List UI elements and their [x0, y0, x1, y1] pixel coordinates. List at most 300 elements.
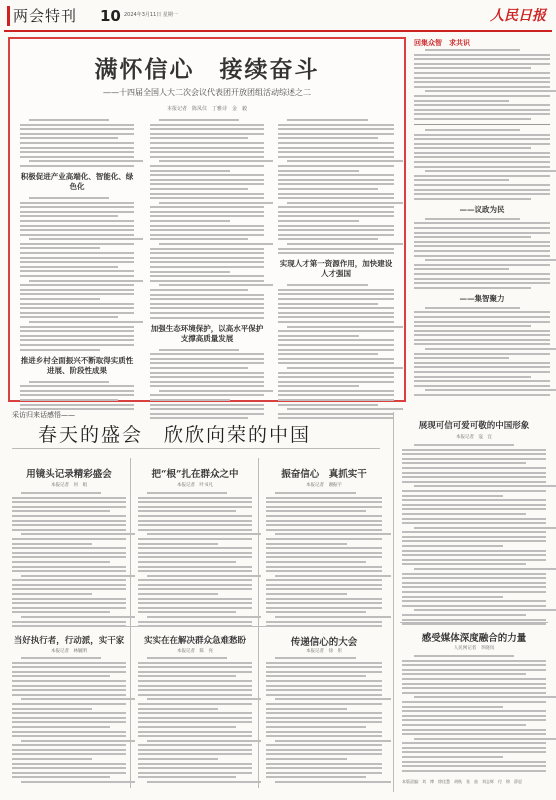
text-line — [147, 533, 261, 535]
text-line — [402, 669, 546, 671]
text-line — [402, 623, 546, 625]
text-line — [414, 339, 550, 341]
text-line — [138, 625, 252, 627]
text-line — [138, 538, 252, 540]
text-line — [278, 404, 378, 406]
text-line — [414, 189, 550, 191]
text-line — [29, 321, 143, 323]
article-body — [266, 657, 382, 786]
text-line — [138, 662, 252, 664]
text-line — [402, 742, 546, 744]
text-line — [20, 307, 134, 309]
text-line — [402, 513, 526, 515]
text-line — [402, 536, 546, 538]
text-line — [150, 358, 264, 360]
text-line — [12, 712, 126, 714]
text-line — [402, 600, 546, 602]
text-line — [275, 575, 391, 577]
text-line — [147, 657, 227, 659]
text-line — [150, 303, 264, 305]
text-line — [150, 248, 264, 250]
text-line — [414, 67, 531, 69]
text-line — [414, 738, 556, 740]
text-line — [278, 335, 359, 337]
text-line — [159, 119, 239, 121]
text-line — [278, 330, 394, 332]
text-line — [266, 776, 366, 778]
text-line — [402, 733, 546, 735]
text-line — [12, 721, 126, 723]
text-line — [266, 621, 382, 623]
text-line — [402, 596, 503, 598]
text-line — [12, 529, 126, 531]
text-line — [402, 559, 546, 561]
text-line — [159, 160, 273, 162]
text-line — [266, 584, 382, 586]
article-title[interactable]: 展现可信可爱可敬的中国形象 — [418, 421, 530, 431]
text-line — [278, 321, 394, 323]
text-line — [278, 147, 394, 149]
article-title[interactable]: 传递信心的大会 — [290, 637, 358, 648]
text-line — [266, 666, 382, 668]
text-line — [147, 575, 261, 577]
text-line — [266, 689, 382, 691]
text-line — [402, 729, 546, 731]
text-line — [414, 54, 550, 56]
text-line — [402, 687, 546, 689]
text-line — [150, 174, 264, 176]
text-line — [402, 518, 546, 520]
text-line — [414, 100, 509, 102]
text-line — [138, 685, 252, 687]
text-line — [278, 344, 394, 346]
editor-credits: 本版责编：刘 博 徐佳慧 胡秋 张 喆 刘志辉 付 锦 薛思 — [402, 779, 522, 784]
text-line — [414, 282, 550, 284]
text-line — [278, 381, 394, 383]
text-line — [266, 529, 382, 531]
article-body — [138, 657, 252, 786]
text-line — [20, 247, 100, 249]
text-line — [150, 142, 264, 144]
text-line — [138, 703, 252, 705]
text-line — [138, 744, 252, 746]
text-line — [414, 143, 550, 145]
text-line — [12, 579, 126, 581]
text-line — [414, 222, 550, 224]
text-line — [20, 142, 134, 144]
text-line — [402, 563, 526, 565]
text-lines — [278, 119, 394, 254]
text-line — [414, 138, 550, 140]
text-line — [138, 731, 252, 733]
text-line — [12, 561, 110, 563]
text-line — [278, 165, 394, 167]
text-line — [150, 183, 264, 185]
text-line — [402, 540, 546, 542]
text-line — [414, 278, 550, 280]
text-line — [414, 241, 550, 243]
text-line — [414, 134, 550, 136]
text-line — [266, 753, 382, 755]
text-line — [402, 673, 526, 675]
text-line — [12, 749, 126, 751]
text-line — [138, 712, 252, 714]
article-byline: 本报记者 何 娟 — [51, 483, 87, 488]
text-line — [266, 767, 382, 769]
text-line — [20, 215, 118, 217]
text-line — [275, 698, 391, 700]
text-line — [20, 234, 134, 236]
text-line — [425, 49, 520, 51]
text-line — [402, 678, 546, 680]
text-line — [150, 399, 230, 401]
text-line — [20, 151, 134, 153]
text-line — [402, 756, 503, 758]
text-line — [12, 671, 126, 673]
featured-byline: 本报记者 陈凤仪 丁雅诗 金 毅 — [166, 106, 247, 112]
text-line — [402, 761, 546, 763]
text-line — [402, 481, 546, 483]
text-line — [402, 715, 546, 717]
text-line — [20, 225, 134, 227]
text-line — [150, 147, 264, 149]
text-line — [266, 598, 382, 600]
text-line — [266, 675, 366, 677]
text-line — [266, 566, 382, 568]
text-line — [402, 719, 546, 721]
text-lines — [138, 657, 252, 783]
text-line — [414, 273, 550, 275]
text-line — [414, 568, 556, 570]
article-title[interactable]: 用镜头记录精彩盛会 — [26, 469, 112, 480]
text-lines — [20, 197, 134, 351]
text-line — [150, 376, 264, 378]
text-line — [275, 616, 391, 618]
text-line — [138, 621, 252, 623]
text-line — [402, 495, 503, 497]
text-line — [278, 133, 394, 135]
text-line — [266, 680, 382, 682]
text-line — [20, 165, 134, 167]
text-line — [12, 776, 110, 778]
text-line — [20, 252, 134, 254]
text-line — [414, 380, 550, 382]
text-line — [278, 376, 394, 378]
text-line — [20, 124, 134, 126]
article-byline: 本报记者 谢振宇 — [306, 483, 342, 488]
text-line — [402, 605, 546, 607]
text-line — [12, 611, 110, 613]
text-line — [275, 492, 356, 494]
text-line — [266, 570, 382, 572]
text-line — [20, 211, 134, 213]
text-line — [21, 781, 135, 783]
text-line — [414, 166, 550, 168]
text-line — [266, 671, 382, 673]
text-line — [402, 476, 546, 478]
text-line — [414, 184, 550, 186]
text-line — [150, 261, 264, 263]
text-line — [414, 81, 550, 83]
issue-date: 2024年3月11日 星期一 — [124, 12, 178, 18]
text-line — [150, 170, 230, 172]
text-line — [414, 371, 550, 373]
divider — [393, 412, 394, 792]
text-line — [150, 367, 248, 369]
text-line — [150, 271, 230, 273]
text-line — [402, 545, 503, 547]
text-line — [150, 385, 264, 387]
text-lines — [402, 444, 546, 625]
text-line — [20, 289, 134, 291]
text-line — [266, 662, 382, 664]
text-line — [147, 492, 227, 494]
text-line — [150, 238, 248, 240]
section-kicker: 采访归来话感悟—— — [12, 411, 75, 419]
text-line — [414, 357, 509, 359]
text-line — [266, 607, 382, 609]
text-line — [150, 225, 264, 227]
text-line — [278, 197, 394, 199]
text-line — [12, 744, 126, 746]
text-line — [402, 490, 546, 492]
text-line — [278, 188, 378, 190]
text-lines — [266, 657, 382, 783]
text-line — [159, 284, 273, 286]
article-title[interactable]: 把“根”扎在群众之中 — [151, 469, 239, 480]
text-line — [414, 250, 550, 252]
text-line — [138, 506, 252, 508]
text-line — [278, 358, 394, 360]
text-line — [414, 63, 550, 65]
text-line — [266, 726, 366, 728]
text-line — [414, 385, 550, 387]
article-title[interactable]: 振奋信心 真抓实干 — [281, 469, 367, 480]
text-line — [278, 312, 394, 314]
text-line — [138, 556, 252, 558]
text-line — [414, 72, 550, 74]
text-line — [150, 188, 248, 190]
text-line — [266, 611, 366, 613]
text-line — [29, 280, 143, 282]
text-line — [414, 232, 550, 234]
text-line — [20, 156, 134, 158]
text-line — [12, 588, 126, 590]
text-line — [414, 77, 550, 79]
text-line — [414, 268, 509, 270]
text-line — [402, 458, 546, 460]
text-line — [12, 538, 126, 540]
text-line — [159, 243, 273, 245]
text-line — [278, 174, 394, 176]
text-line — [12, 680, 126, 682]
article-body — [402, 655, 546, 774]
text-line — [12, 543, 92, 545]
sidebar-subtitle: ——集智聚力 — [459, 293, 505, 303]
text-line — [20, 128, 134, 130]
text-line — [402, 550, 546, 552]
text-line — [21, 533, 135, 535]
text-lines — [414, 49, 550, 120]
text-line — [20, 399, 118, 401]
text-line — [29, 197, 109, 199]
text-line — [402, 462, 526, 464]
text-line — [147, 740, 261, 742]
text-line — [150, 394, 264, 396]
text-line — [402, 692, 546, 694]
text-line — [12, 708, 92, 710]
article-title[interactable]: 实实在在解决群众急难愁盼 — [143, 636, 246, 646]
text-line — [414, 316, 550, 318]
text-line — [138, 726, 236, 728]
text-line — [278, 137, 378, 139]
text-line — [278, 128, 394, 130]
text-lines — [20, 119, 134, 167]
text-line — [414, 227, 550, 229]
text-lines — [138, 492, 252, 627]
text-line — [12, 584, 126, 586]
text-line — [414, 236, 531, 238]
feature-column-2 — [150, 119, 264, 422]
text-line — [150, 165, 264, 167]
text-line — [150, 275, 264, 277]
text-line — [278, 372, 394, 374]
text-line — [402, 751, 546, 753]
text-line — [266, 703, 382, 705]
text-line — [138, 671, 252, 673]
text-line — [278, 252, 394, 254]
text-line — [12, 717, 126, 719]
text-line — [150, 206, 264, 208]
text-line — [414, 58, 550, 60]
text-line — [20, 312, 134, 314]
text-line — [278, 353, 378, 355]
text-line — [20, 298, 100, 300]
text-line — [278, 124, 394, 126]
text-line — [20, 206, 134, 208]
article-title[interactable]: 当好执行者，行动派，实干家 — [13, 636, 125, 646]
text-line — [20, 394, 134, 396]
text-line — [402, 591, 546, 593]
text-line — [266, 731, 382, 733]
text-line — [278, 179, 394, 181]
text-line — [425, 348, 556, 350]
text-line — [20, 147, 134, 149]
article-body — [266, 492, 382, 630]
text-line — [20, 344, 134, 346]
text-line — [278, 211, 394, 213]
text-line — [278, 142, 394, 144]
text-line — [20, 220, 134, 222]
text-line — [20, 404, 134, 406]
text-line — [12, 666, 126, 668]
article-byline: 本报记者 林毓明 — [51, 649, 87, 654]
text-line — [287, 119, 368, 121]
text-line — [266, 538, 382, 540]
text-line — [278, 151, 394, 153]
text-line — [278, 413, 394, 415]
text-line — [266, 763, 382, 765]
text-line — [150, 220, 230, 222]
text-line — [12, 685, 126, 687]
text-line — [278, 193, 394, 195]
text-line — [12, 556, 126, 558]
text-line — [425, 259, 556, 261]
text-line — [21, 740, 135, 742]
text-line — [266, 735, 382, 737]
text-line — [402, 504, 546, 506]
text-line — [425, 389, 556, 391]
text-line — [150, 413, 264, 415]
article-body — [12, 492, 126, 630]
article-body — [138, 492, 252, 630]
text-line — [414, 179, 509, 181]
text-line — [138, 776, 236, 778]
text-line — [12, 758, 92, 760]
text-line — [266, 520, 382, 522]
text-line — [278, 183, 394, 185]
text-line — [12, 547, 126, 549]
text-line — [278, 394, 394, 396]
text-line — [266, 506, 382, 508]
text-line — [138, 529, 252, 531]
text-line — [29, 160, 143, 162]
text-line — [150, 312, 264, 314]
text-line — [414, 95, 550, 97]
text-line — [138, 579, 252, 581]
text-line — [150, 289, 248, 291]
article-title[interactable]: 感受媒体深度融合的力量 — [421, 633, 527, 644]
text-line — [20, 316, 118, 318]
text-line — [12, 625, 126, 627]
text-line — [20, 266, 118, 268]
article-byline: 本报记者 陈 亮 — [177, 649, 213, 654]
text-line — [414, 86, 550, 88]
text-line — [20, 335, 134, 337]
text-line — [287, 243, 403, 245]
text-line — [278, 234, 394, 236]
sidebar-heading: 回集众智 求共识 — [414, 39, 470, 47]
text-line — [150, 362, 264, 364]
text-line — [12, 703, 126, 705]
text-line — [278, 307, 394, 309]
section-heading: 加强生态环境保护，以高水平保护支撑高质量发展 — [150, 323, 264, 343]
text-line — [425, 90, 556, 92]
text-line — [402, 706, 503, 708]
text-line — [150, 404, 264, 406]
text-line — [414, 152, 550, 154]
text-line — [147, 781, 261, 783]
text-line — [402, 701, 546, 703]
text-line — [414, 198, 531, 200]
section-heading: 实现人才第一资源作用，加快建设人才强国 — [279, 259, 393, 279]
text-line — [12, 772, 126, 774]
text-line — [12, 675, 110, 677]
text-line — [275, 740, 391, 742]
featured-article[interactable] — [8, 37, 406, 402]
text-line — [402, 619, 546, 621]
text-line — [402, 710, 546, 712]
text-line — [138, 552, 252, 554]
text-line — [414, 655, 515, 657]
text-lines — [20, 381, 134, 411]
text-line — [150, 408, 264, 410]
text-lines — [266, 492, 382, 627]
text-line — [278, 399, 394, 401]
text-line — [138, 689, 252, 691]
text-line — [402, 770, 546, 772]
text-line — [402, 531, 546, 533]
